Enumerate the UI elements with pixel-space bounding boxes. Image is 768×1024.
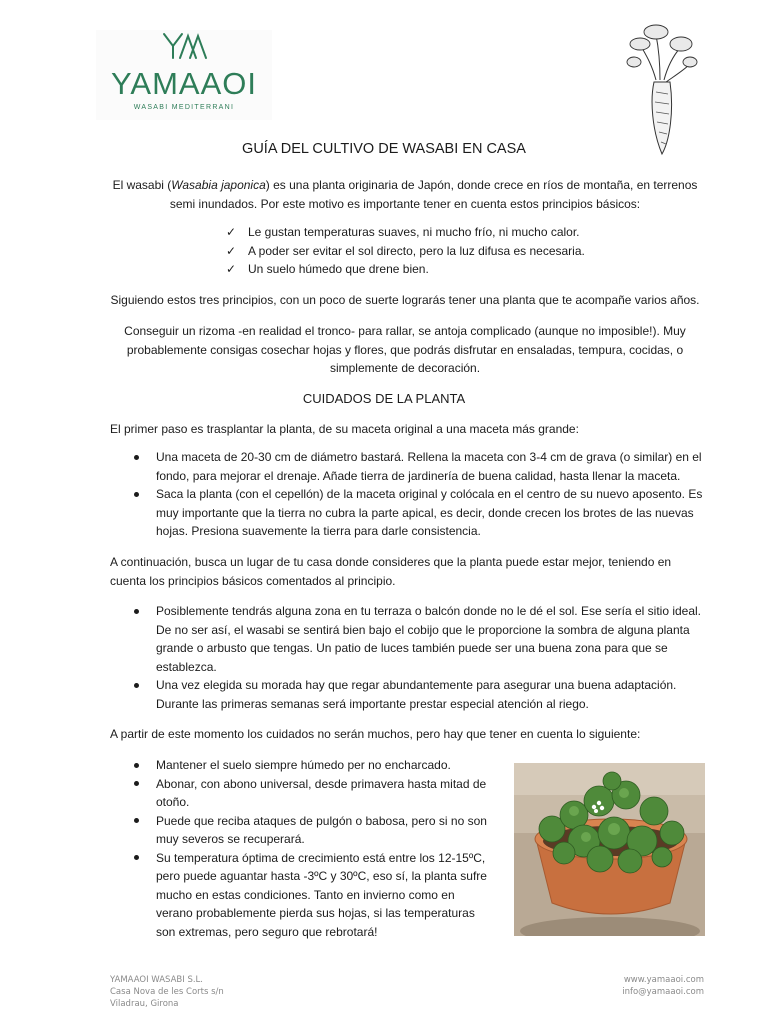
list-item [224, 260, 585, 279]
species-name: Wasabia japonica [171, 178, 266, 192]
care-paragraph: A partir de este momento los cuidados no serán muchos, pero hay que tener en cuenta lo siguiente: [110, 727, 641, 741]
list-item: Posiblemente tendrás alguna zona en tu terraza o balcón donde no le dé el sol. Ese sería el sitio ideal. De no ser así, el wasabi se sentirá bien bajo el cobijo que le proporcione la sombra de alguna planta grande o arbusto que tengas. Un patio de luces también puede ser una buena zona para que se establezca. [110, 602, 710, 676]
care-list [110, 756, 494, 941]
list-item: Puede que reciba ataques de pulgón o babosa, pero si no son muy severos se recuperará. [110, 812, 494, 849]
logo-mark-icon [162, 32, 208, 64]
principles-list [224, 223, 585, 279]
footer-contact [622, 974, 704, 998]
checkmark-icon: ✓ [226, 262, 237, 276]
first-step-paragraph: El primer paso es trasplantar la planta, de su maceta original a una maceta más grande: [110, 422, 579, 436]
following-paragraph: Siguiendo estos tres principios, con un poco de suerte lograrás tener una planta que te acompañe varios años. [110, 293, 700, 307]
page-title: GUÍA DEL CULTIVO DE WASABI EN CASA [242, 141, 526, 157]
rhizome-paragraph: Conseguir un rizoma -en realidad el tronco- para rallar, se antoja complicado (aunque no imposible!). Muy probablemente consigas cosechar hojas y flores, que podrás disfrutar en ensaladas, tempura, cocidas, o simplemente de decoración. [124, 324, 686, 375]
checkmark-icon: ✓ [226, 225, 237, 239]
principle-text: Un suelo húmedo que drene bien. [248, 262, 429, 276]
wasabi-illustration-icon [626, 20, 698, 160]
intro-text-before: El wasabi ( [112, 178, 172, 192]
list-item: Abonar, con abono universal, desde primavera hasta mitad de otoño. [110, 775, 494, 812]
list-item: Una maceta de 20-30 cm de diámetro bastará. Rellena la maceta con 3-4 cm de grava (o similar) en el fondo, para mejorar el drenaje. Añade tierra de jardinería de buena calidad, hasta llenar la maceta. [110, 448, 710, 485]
footer-address [110, 974, 224, 1010]
brand-tagline: WASABI MEDITERRANI [133, 104, 235, 111]
principle-text: Le gustan temperaturas suaves, ni mucho frío, ni mucho calor. [248, 225, 580, 239]
list-item: Saca la planta (con el cepellón) de la maceta original y colócala en el centro de su nuevo aposento. Es muy importante que la tierra no cubra la parte apical, es decir, donde crecen los brotes de las nuevas hojas. Presiona suavemente la tierra para darle consistencia. [110, 485, 710, 541]
principle-text: A poder ser evitar el sol directo, pero la luz difusa es necesaria. [248, 243, 585, 258]
brand-logo [96, 30, 272, 120]
website-link[interactable]: www.yamaaoi.com [623, 975, 704, 985]
footer-company: YAMAAOI WASABI S.L. [110, 975, 203, 985]
intro-text-after: ) es una planta originaria de Japón, donde crece en ríos de montaña, en terrenos semi inundados. Por este motivo es importante tener en cuenta estos principios básicos: [169, 178, 698, 211]
list-item: Una vez elegida su morada hay que regar abundantemente para asegurar una buena adaptación. Durante las primeras semanas será importante prestar especial atención al riego. [110, 676, 710, 713]
potted-wasabi-photo [514, 763, 705, 936]
location-list [110, 602, 710, 713]
list-item: Su temperatura óptima de crecimiento está entre los 12-15ºC, pero puede aguantar hasta -3ºC y 30ºC, eso sí, la planta sufre mucho en estas condiciones. Tanto en invierno como en verano probablemente pierda sus hojas, si las temperaturas son extremas, pero seguro que rebrotará! [110, 849, 494, 942]
section-subtitle: CUIDADOS DE LA PLANTA [302, 391, 466, 406]
footer-address-line: Viladrau, Girona [110, 999, 179, 1009]
checkmark-icon: ✓ [226, 243, 237, 258]
brand-name: YAMAAOI [111, 66, 257, 101]
intro-paragraph [108, 176, 702, 213]
location-paragraph: A continuación, busca un lugar de tu casa donde consideres que la planta puede estar mejor, teniendo en cuenta los principios básicos comentados al principio. [110, 555, 672, 588]
transplant-list [110, 448, 710, 541]
email-link[interactable]: info@yamaaoi.com [622, 987, 704, 997]
list-item: Mantener el suelo siempre húmedo per no encharcado. [110, 756, 494, 775]
footer-address-line: Casa Nova de les Corts s/n [110, 987, 224, 997]
list-item [224, 223, 585, 242]
list-item [224, 242, 585, 261]
